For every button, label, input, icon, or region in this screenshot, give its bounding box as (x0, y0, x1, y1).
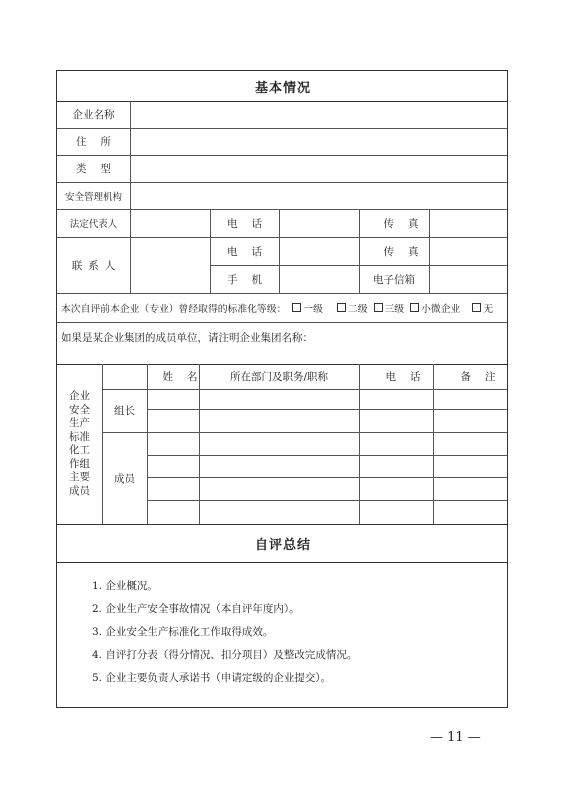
safety-org-field[interactable] (131, 183, 508, 209)
summary-item-4: 4. 自评打分表（得分情况、扣分项目）及整改完成情况。 (92, 649, 358, 661)
label-type: 类型 (76, 163, 125, 175)
label-contact: 联系人 (71, 259, 122, 272)
legal-rep-field[interactable] (131, 210, 210, 237)
group-note: 如果是某企业集团的成员单位，请注明企业集团名称： (61, 332, 313, 344)
summary-section-title: 自评总结 (254, 537, 311, 553)
option-none: 无 (483, 303, 494, 315)
col-header-remark: 备注 (460, 371, 510, 383)
rating-row (61, 293, 507, 322)
checkbox-level-2[interactable] (337, 303, 346, 312)
checkbox-level-1[interactable] (292, 303, 301, 312)
fax-field-1[interactable] (430, 210, 508, 237)
label-company-name: 企业名称 (72, 109, 115, 121)
summary-item-2: 2. 企业生产安全事故情况（本自评年度内）。 (92, 603, 300, 615)
type-field[interactable] (131, 156, 508, 182)
phone-field-1[interactable] (280, 210, 359, 237)
summary-item-5: 5. 企业主要负责人承诺书（申请定级的企业提交）。 (92, 672, 332, 684)
option-level-3: 三级 (384, 303, 405, 315)
checkbox-small-micro[interactable] (410, 303, 419, 312)
label-fax-1: 传真 (383, 217, 433, 230)
contact-field[interactable] (131, 238, 210, 293)
summary-item-1: 1. 企业概况。 (92, 580, 158, 592)
team-label: 企业 安全 生产 标准 化工 作组 主要 成员 (69, 390, 90, 497)
rating-prefix: 本次自评前本企业（专业）曾经取得的标准化等级： (61, 303, 287, 315)
label-mobile: 手机 (227, 273, 276, 286)
summary-item-3: 3. 企业安全生产标准化工作取得成效。 (92, 626, 274, 638)
form-table (56, 70, 508, 708)
label-phone-1: 电话 (227, 217, 276, 230)
company-name-field[interactable] (131, 102, 508, 128)
col-header-name: 姓名 (162, 371, 212, 383)
col-header-phone: 电话 (385, 371, 435, 383)
label-safety-org: 安全管理机构 (64, 191, 122, 203)
role-member: 成员 (114, 472, 135, 485)
checkbox-none[interactable] (472, 303, 481, 312)
phone-field-2[interactable] (280, 238, 359, 265)
label-fax-2: 传真 (383, 245, 433, 258)
col-header-dept: 所在部门及职务/职称 (229, 371, 329, 383)
checkbox-level-3[interactable] (374, 303, 383, 312)
email-field[interactable] (430, 266, 508, 293)
label-legal-rep: 法定代表人 (69, 219, 118, 230)
label-email: 电子信箱 (373, 273, 415, 286)
option-small-micro: 小微企业 (421, 303, 461, 315)
label-address: 住所 (76, 136, 125, 148)
page-number: — 11 — (430, 730, 481, 745)
option-level-2: 二级 (347, 303, 368, 315)
option-level-1: 一级 (303, 303, 323, 315)
label-phone-2: 电话 (227, 245, 276, 258)
role-leader: 组长 (114, 405, 135, 417)
basic-section-title: 基本情况 (254, 80, 311, 96)
mobile-field[interactable] (280, 266, 359, 293)
fax-field-2[interactable] (430, 238, 508, 265)
address-field[interactable] (131, 129, 508, 155)
